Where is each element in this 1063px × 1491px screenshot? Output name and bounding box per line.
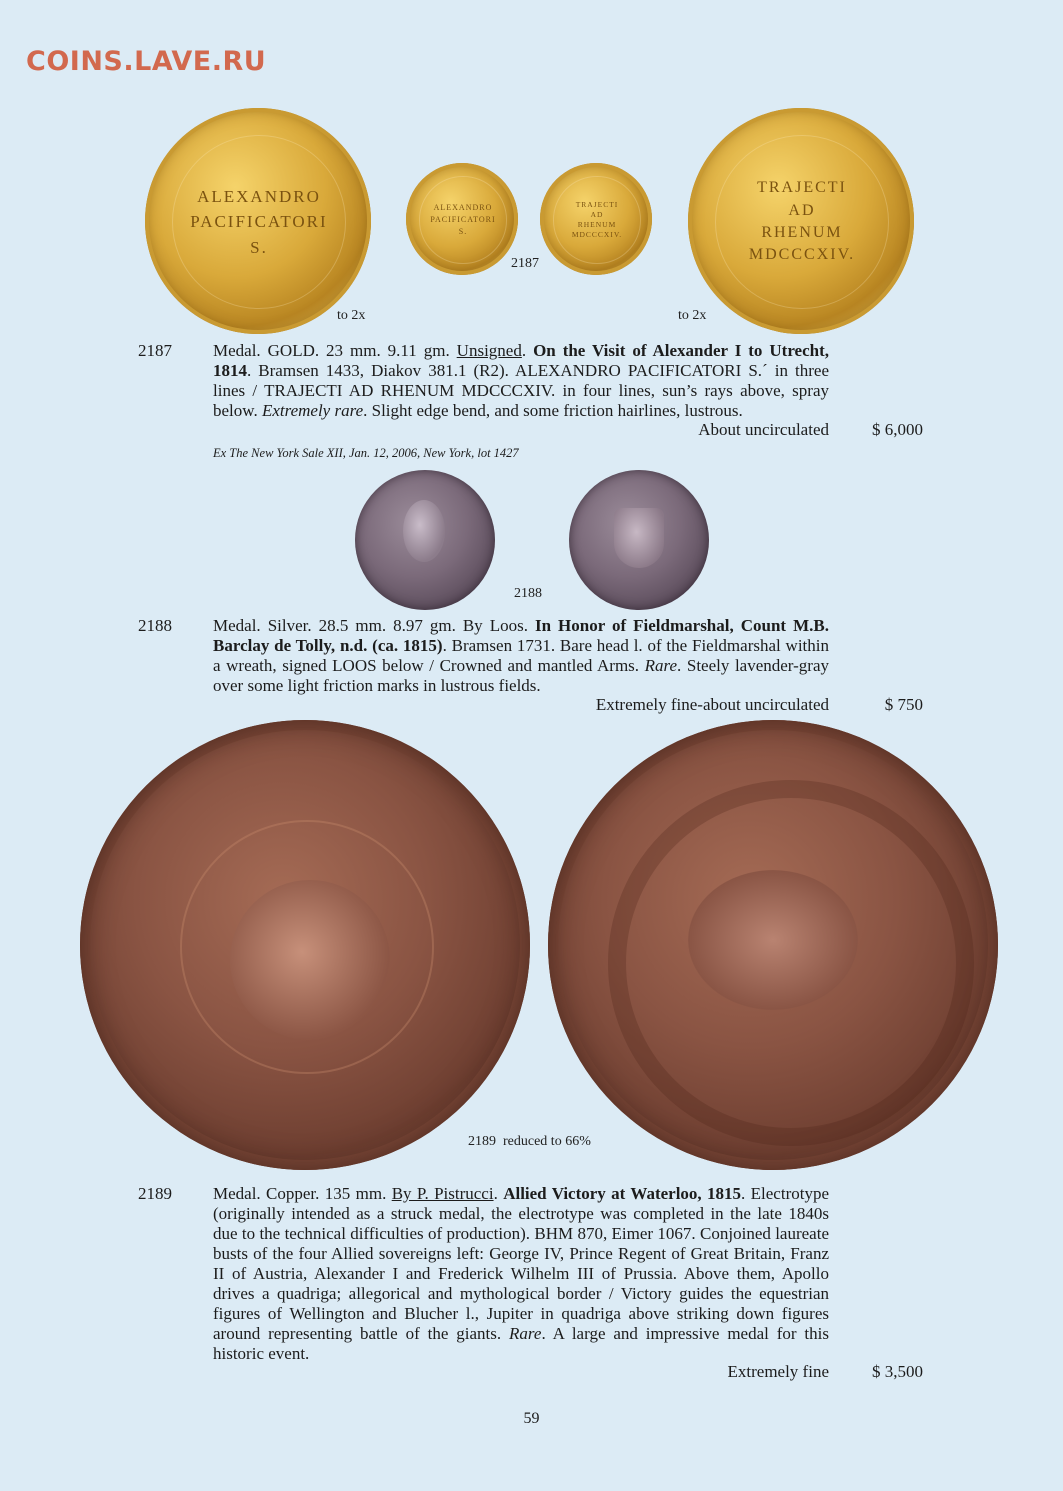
lot-number: 2187 bbox=[138, 341, 172, 360]
desc-underlined: By P. Pistrucci bbox=[391, 1184, 494, 1203]
rarity: Extremely rare bbox=[261, 401, 364, 420]
lot-provenance: Ex The New York Sale XII, Jan. 12, 2006, New York, lot 1427 bbox=[213, 446, 519, 460]
lot-description bbox=[213, 341, 829, 421]
border-ring bbox=[180, 820, 434, 1074]
lot-number: 2189 bbox=[138, 1184, 172, 1203]
lot-caption: 2189 reduced to 66% bbox=[468, 1134, 591, 1149]
page-number: 59 bbox=[523, 1410, 540, 1427]
lot-price: $ 3,500 bbox=[872, 1362, 923, 1381]
inscription-line: S. bbox=[250, 237, 268, 257]
inscription-line: MDCCCXIV. bbox=[748, 246, 856, 264]
border-ring bbox=[608, 780, 974, 1146]
lot-description bbox=[213, 616, 829, 696]
desc-part: . bbox=[521, 341, 534, 360]
inscription-line: RHENUM bbox=[761, 223, 843, 241]
medal-inscription bbox=[419, 176, 506, 263]
lot-caption: 2187 bbox=[511, 256, 539, 271]
lot-title: On the Visit of Alexander I to Utrecht, 1814 bbox=[213, 341, 830, 380]
inscription-line: AD bbox=[788, 201, 816, 219]
inscription-line: TRAJECTI bbox=[757, 179, 847, 197]
lot-number: 2188 bbox=[138, 616, 172, 635]
desc-part: Medal. Copper. 135 mm. bbox=[213, 1184, 392, 1203]
desc-part: . Slight edge bend, and some friction hairlines, lustrous. bbox=[363, 401, 743, 420]
medal-2187-reverse-enlarged bbox=[688, 108, 914, 334]
inscription-line: ALEXANDRO bbox=[197, 186, 321, 206]
scale-caption: to 2x bbox=[678, 308, 707, 323]
medal-inscription bbox=[172, 135, 346, 309]
inscription-line: PACIFICATORI bbox=[190, 212, 328, 232]
desc-part: . bbox=[493, 1184, 504, 1203]
inscription-line: AD bbox=[590, 210, 604, 220]
medal-2188-obverse bbox=[355, 470, 495, 610]
medal-2187-reverse bbox=[540, 163, 652, 275]
lot-price: $ 750 bbox=[884, 695, 923, 714]
desc-part: . Steely lavender-gray over some light friction marks in lustrous fields. bbox=[213, 656, 829, 695]
lot-description bbox=[213, 1184, 829, 1364]
lot-title: In Honor of Fieldmarshal, Count M.B. Barclay de Tolly, n.d. (ca. 1815) bbox=[213, 616, 829, 655]
medal-2189-reverse bbox=[548, 720, 998, 1170]
inscription-line: ALEXANDRO bbox=[433, 202, 493, 212]
inscription-line: TRAJECTI bbox=[575, 200, 619, 210]
desc-part: . Bramsen 1433, Diakov 381.1 (R2). ALEXANDRO PACIFICATORI S.´ in three lines / TRAJECTI AD RHENUM MDCCCXIV. in four lines, sun’s rays above, spray below. bbox=[213, 361, 829, 420]
desc-part: . Electrotype (originally intended as a struck medal, the electrotype was completed in the late 1840s due to the technical difficulties of production). BHM 870, Eimer 1067. Conjoined laureate busts of the four Allied sovereigns left: George IV, Prince Regent of Great Britain, Franz II of Austria, Alexander I and Frederick Wilhelm III of Prussia. Above them, Apollo drives a quadriga; allegorical and mythological border / Victory guides the equestrian figures of Wellington and Blucher l., Jupiter in quadriga above striking down figures around representing battle of the giants. bbox=[213, 1184, 830, 1343]
inscription-line: MDCCCXIV. bbox=[571, 229, 623, 239]
inscription-line: PACIFICATORI bbox=[430, 214, 496, 224]
rarity: Rare bbox=[509, 1324, 542, 1343]
scale-caption: to 2x bbox=[337, 308, 366, 323]
desc-part: . A large and impressive medal for this historic event. bbox=[213, 1324, 829, 1363]
portrait-head-relief bbox=[403, 500, 445, 562]
medal-2189-obverse bbox=[80, 720, 530, 1170]
medal-2188-reverse bbox=[569, 470, 709, 610]
desc-part: Medal. Silver. 28.5 mm. 8.97 gm. By Loos. bbox=[213, 616, 535, 635]
inscription-line: RHENUM bbox=[577, 219, 617, 229]
lot-grade: About uncirculated bbox=[698, 420, 829, 439]
medal-inscription bbox=[715, 135, 889, 309]
lot-grade: Extremely fine bbox=[727, 1362, 829, 1381]
arms-relief bbox=[614, 508, 664, 568]
medal-inscription bbox=[553, 176, 640, 263]
lot-caption: 2188 bbox=[514, 586, 542, 601]
desc-part: . Bramsen 1731. Bare head l. of the Fieldmarshal within a wreath, signed LOOS below / Crowned and mantled Arms. bbox=[213, 636, 829, 675]
medal-2187-obverse-enlarged bbox=[145, 108, 371, 334]
rarity: Rare bbox=[644, 656, 678, 675]
inscription-line: S. bbox=[458, 226, 468, 236]
desc-underlined: Unsigned bbox=[456, 341, 522, 360]
site-watermark: COINS.LAVE.RU bbox=[26, 46, 267, 77]
desc-part: Medal. GOLD. 23 mm. 9.11 gm. bbox=[213, 341, 457, 360]
lot-title: Allied Victory at Waterloo, 1815 bbox=[503, 1184, 742, 1203]
lot-price: $ 6,000 bbox=[872, 420, 923, 439]
lot-grade: Extremely fine-about uncirculated bbox=[595, 695, 829, 714]
medal-2187-obverse bbox=[406, 163, 518, 275]
